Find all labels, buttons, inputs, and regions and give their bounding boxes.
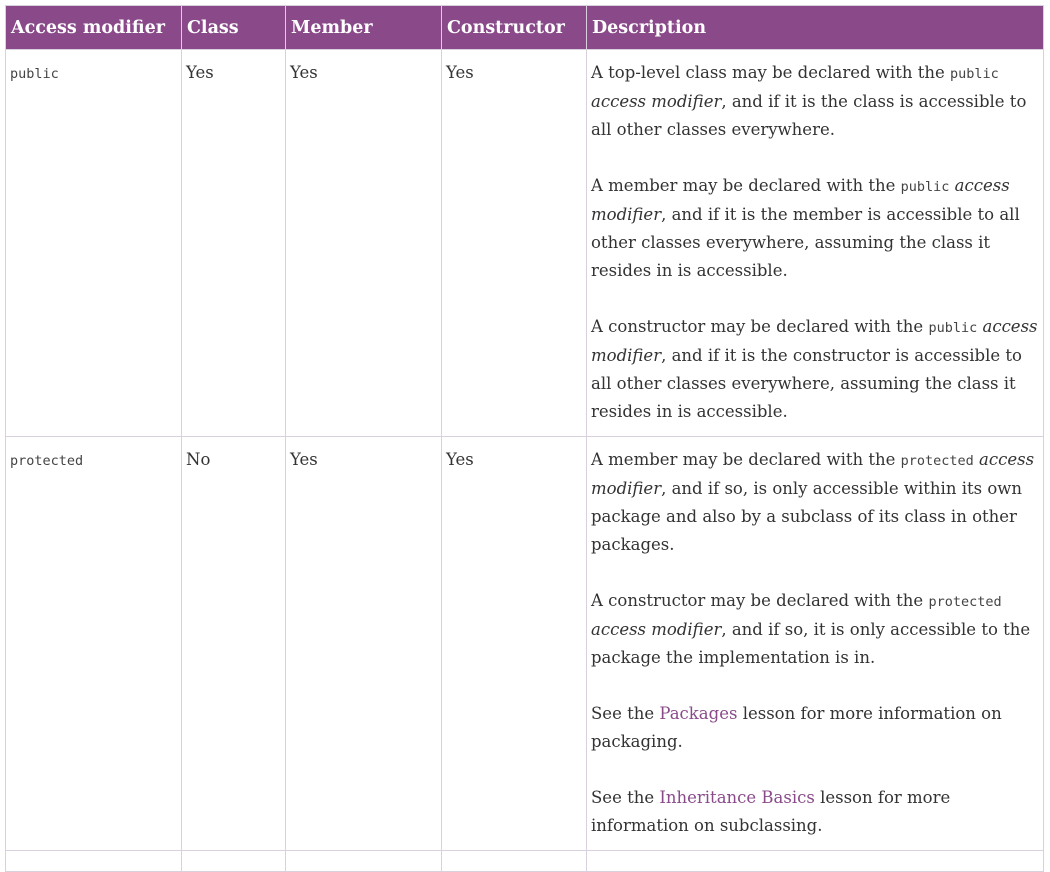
inline-code: protected	[900, 453, 974, 469]
header-class: Class	[182, 6, 286, 50]
header-description: Description	[587, 6, 1044, 50]
description-paragraph	[591, 587, 1039, 672]
emphasis: access modifier	[591, 450, 1035, 498]
cell-modifier	[6, 50, 182, 437]
header-row	[6, 6, 1044, 50]
cell-constructor: Yes	[442, 437, 587, 851]
cell-modifier	[6, 437, 182, 851]
emphasis: access modifier	[591, 176, 1010, 224]
inline-code: public	[950, 66, 999, 82]
table-row-public	[6, 50, 1044, 437]
cell-empty	[587, 851, 1044, 872]
text-span: lesson for more information on packaging.	[591, 704, 1002, 751]
cell-empty	[6, 851, 182, 872]
text-span: A constructor may be declared with the	[591, 591, 924, 610]
text-span: , and if so, is only accessible within its own package and also by a subclass of its class in other packages.	[591, 479, 1023, 554]
access-modifier-table	[5, 5, 1044, 872]
text-span: , and if so, it is only accessible to the package the implementation is in.	[591, 620, 1031, 667]
text-span: A top-level class may be declared with the	[591, 63, 945, 82]
modifier-code: public	[10, 66, 59, 82]
cell-class: Yes	[182, 50, 286, 437]
text-span: , and if it is the constructor is accessible to all other classes everywhere, assuming the class it resides in is accessible.	[591, 346, 1022, 421]
emphasis: access modifier	[591, 620, 722, 639]
emphasis: access modifier	[591, 92, 722, 111]
description-paragraph	[591, 784, 1039, 840]
text-span: A constructor may be declared with the	[591, 317, 924, 336]
cell-description	[587, 437, 1044, 851]
table-row-partial	[6, 851, 1044, 872]
header-access-modifier: Access modifier	[6, 6, 182, 50]
inline-code: public	[900, 179, 950, 195]
cell-empty	[286, 851, 442, 872]
text-span: A member may be declared with the	[591, 176, 896, 195]
cell-member: Yes	[286, 50, 442, 437]
text-span: See the	[591, 704, 655, 723]
header-constructor: Constructor	[442, 6, 587, 50]
description-paragraph	[591, 313, 1039, 426]
emphasis: access modifier	[591, 317, 1038, 365]
inheritance-basics-link[interactable]: Inheritance Basics	[659, 788, 815, 807]
cell-member: Yes	[286, 437, 442, 851]
description-paragraph	[591, 700, 1039, 756]
cell-description	[587, 50, 1044, 437]
text-span: , and if it is the member is accessible to all other classes everywhere, assuming the class it resides in is accessible.	[591, 205, 1020, 280]
packages-link[interactable]: Packages	[659, 704, 738, 723]
description-paragraph	[591, 446, 1039, 559]
description-paragraph	[591, 172, 1039, 285]
description-paragraph	[591, 59, 1039, 144]
cell-empty	[182, 851, 286, 872]
text-span: , and if it is the class is accessible to all other classes everywhere.	[591, 92, 1027, 139]
modifier-code: protected	[10, 453, 84, 469]
inline-code: public	[928, 320, 978, 336]
header-member: Member	[286, 6, 442, 50]
cell-empty	[442, 851, 587, 872]
table-row-protected	[6, 437, 1044, 851]
cell-class: No	[182, 437, 286, 851]
text-span: lesson for more information on subclassing.	[591, 788, 951, 835]
cell-constructor: Yes	[442, 50, 587, 437]
text-span: See the	[591, 788, 655, 807]
inline-code: protected	[928, 594, 1002, 610]
text-span: A member may be declared with the	[591, 450, 896, 469]
